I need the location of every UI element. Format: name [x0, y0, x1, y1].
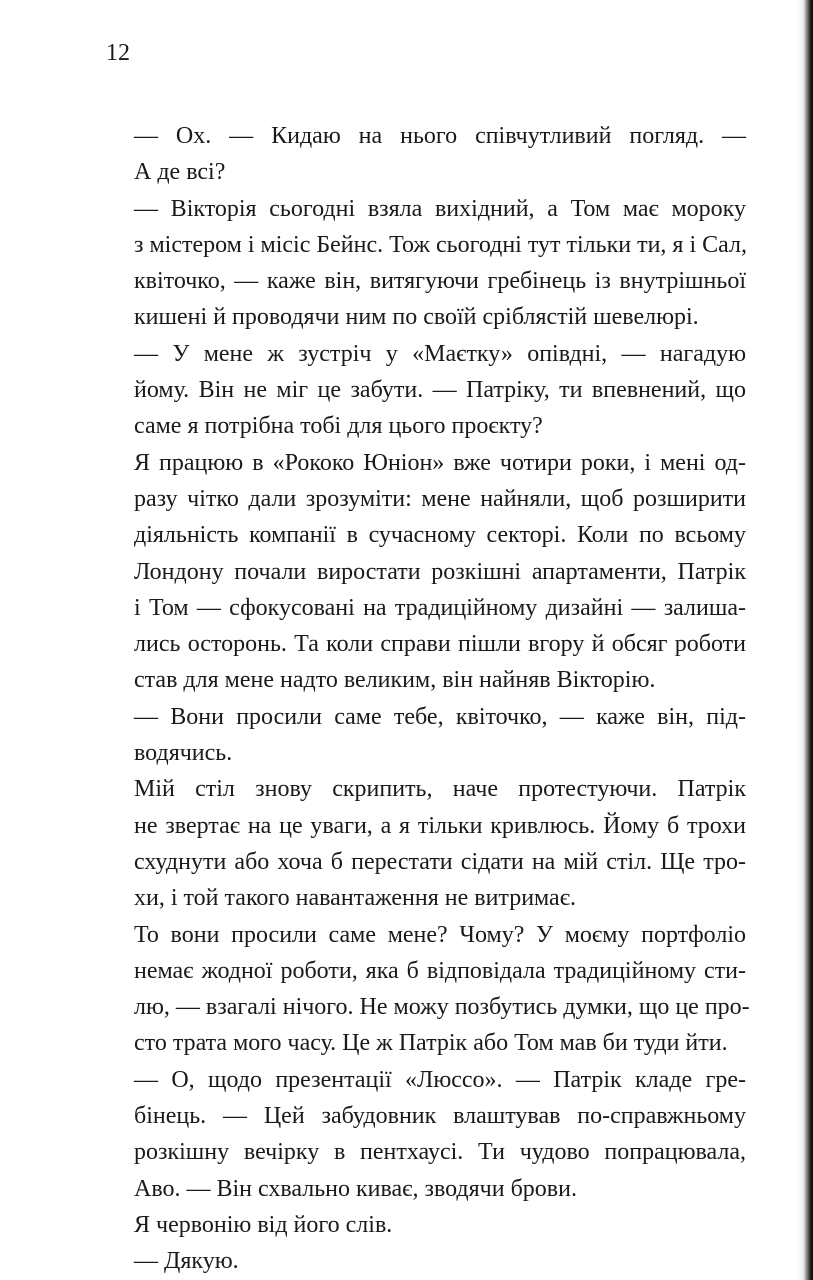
- text-line: квіточко, — каже він, витягуючи гребінець із внутрішньої: [134, 268, 746, 295]
- paragraph: [104, 336, 746, 445]
- text-line: А де всі?: [134, 159, 226, 186]
- text-line: саме я потрібна тобі для цього проєкту?: [134, 413, 543, 440]
- text-line: разу чітко дали зрозуміти: мене найняли, щоб розширити: [134, 485, 746, 512]
- text-line: немає жодної роботи, яка б відповідала традиційному сти-: [134, 957, 746, 984]
- text-line: Я працюю в «Рококо Юніон» вже чотири роки, і мені од-: [134, 449, 746, 476]
- text-line: — Ох. — Кидаю на нього співчутливий погляд. —: [134, 123, 746, 149]
- paragraph: [104, 771, 746, 916]
- paragraph: [104, 1207, 746, 1243]
- text-line: йому. Він не міг це забути. — Патріку, ти впевнений, що: [134, 377, 746, 404]
- text-line: водячись.: [134, 740, 233, 767]
- text-line: лю, — взагалі нічого. Не можу позбутись думки, що це про-: [134, 994, 750, 1021]
- text-line: Мій стіл знову скрипить, наче протестуючи. Патрік: [134, 776, 746, 803]
- text-line: не звертає на це уваги, а я тільки кривлюсь. Йому б трохи: [134, 812, 746, 839]
- paragraph: [104, 445, 746, 699]
- text-line: кишені й проводячи ним по своїй сріблястій шевелюрі.: [134, 304, 699, 331]
- text-line: і Том — сфокусовані на традиційному дизайні — залиша-: [134, 594, 746, 621]
- paragraph: [104, 1062, 746, 1207]
- text-line: — У мене ж зустріч у «Маєтку» опівдні, — нагадую: [134, 340, 746, 367]
- text-line: Лондону почали виростати розкішні апартаменти, Патрік: [134, 558, 746, 585]
- page-number: 12: [106, 40, 130, 66]
- text-line: То вони просили саме мене? Чому? У моєму портфоліо: [134, 921, 746, 948]
- text-line: діяльність компанії в сучасному секторі. Коли по всьому: [134, 522, 746, 549]
- paragraph: [104, 917, 750, 1062]
- text-line: став для мене надто великим, він найняв Вікторію.: [134, 667, 656, 694]
- text-line: лись осторонь. Та коли справи пішли вгору й обсяг роботи: [134, 631, 746, 658]
- text-line: з містером і місіс Бейнс. Тож сьогодні тут тільки ти, я і Сал,: [134, 231, 747, 258]
- text-line: сто трата мого часу. Це ж Патрік або Том мав би туди йти.: [134, 1030, 728, 1057]
- text-line: хи, і той такого навантаження не витримає.: [134, 885, 577, 912]
- paragraph: [104, 699, 746, 772]
- text-line: схуднути або хоча б перестати сідати на мій стіл. Ще тро-: [134, 848, 746, 875]
- paragraph: [104, 118, 746, 191]
- paragraph: [104, 191, 746, 336]
- text-line: — Дякую.: [134, 1248, 239, 1275]
- text-line: Аво. — Він схвально киває, зводячи брови.: [134, 1175, 577, 1202]
- body-text: [104, 118, 750, 1280]
- text-line: — Вікторія сьогодні взяла вихідний, а Том має мороку: [134, 195, 746, 222]
- text-line: Я червонію від його слів.: [134, 1211, 393, 1238]
- text-line: бінець. — Цей забудовник влаштував по-справжньому: [134, 1103, 746, 1130]
- text-line: — О, щодо презентації «Люссо». — Патрік кладе гре-: [134, 1066, 746, 1093]
- text-line: — Вони просили саме тебе, квіточко, — каже він, під-: [134, 703, 746, 730]
- text-line: розкішну вечірку в пентхаусі. Ти чудово попрацювала,: [134, 1139, 746, 1166]
- page-edge-shadow: [797, 0, 813, 1280]
- paragraph: [104, 1243, 746, 1279]
